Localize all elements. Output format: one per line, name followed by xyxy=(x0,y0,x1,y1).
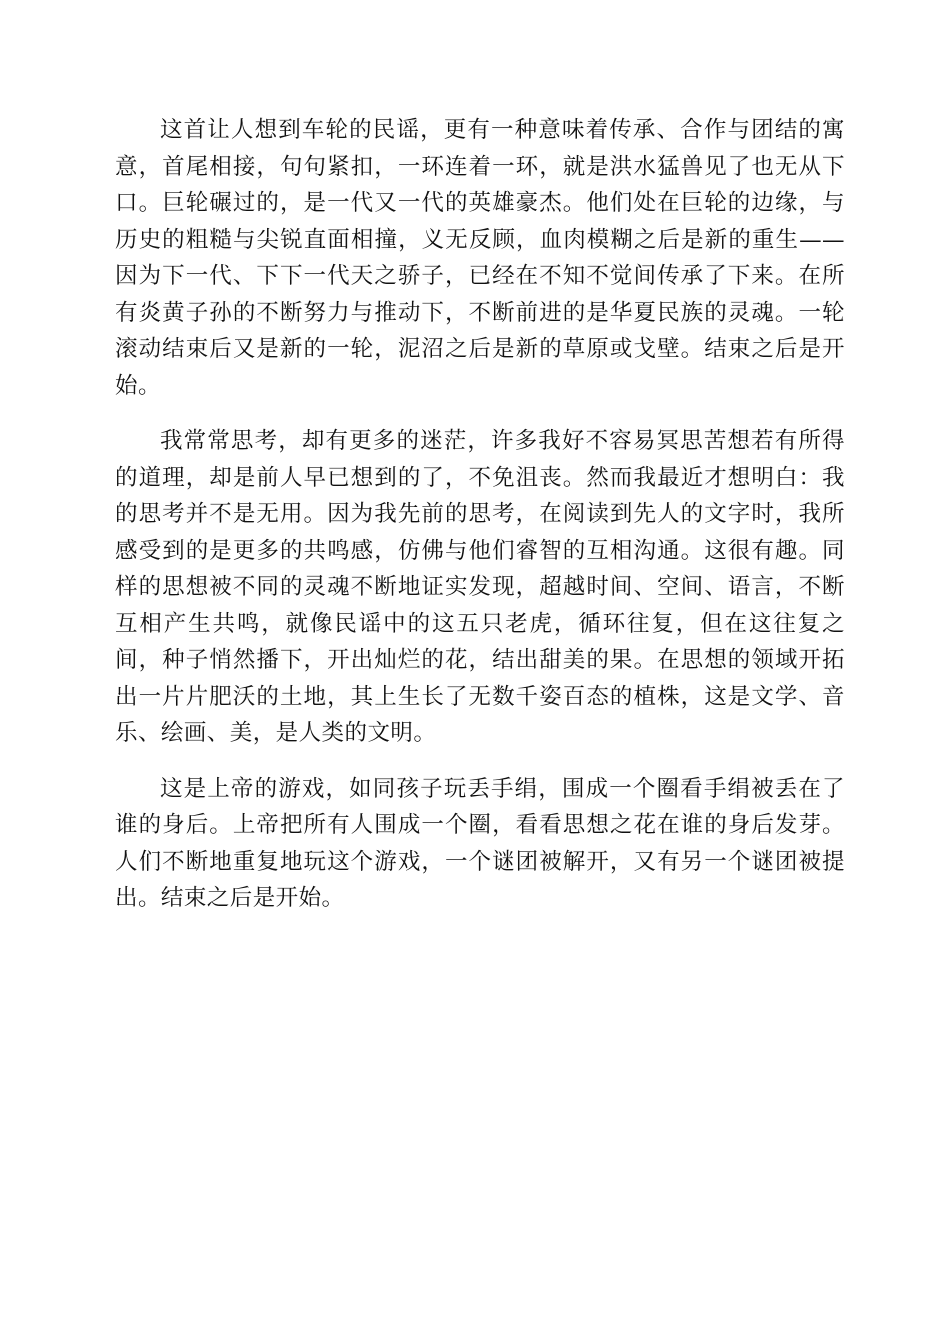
paragraph-1: 这首让人想到车轮的民谣，更有一种意味着传承、合作与团结的寓意，首尾相接，句句紧扣，一环连着一环，就是洪水猛兽见了也无从下口。巨轮碾过的，是一代又一代的英雄豪杰。他们处在巨轮的边缘，与历史的粗糙与尖锐直面相撞，义无反顾，血肉模糊之后是新的重生——因为下一代、下下一代天之骄子，已经在不知不觉间传承了下来。在所有炎黄子孙的不断努力与推动下，不断前进的是华夏民族的灵魂。一轮滚动结束后又是新的一轮，泥沼之后是新的草原或戈壁。结束之后是开始。 xyxy=(115,117,845,399)
paragraph-2: 我常常思考，却有更多的迷茫，许多我好不容易冥思苦想若有所得的道理，却是前人早已想到的了，不免沮丧。然而我最近才想明白：我的思考并不是无用。因为我先前的思考，在阅读到先人的文字时，我所感受到的是更多的共鸣感，仿佛与他们睿智的互相沟通。这很有趣。同样的思想被不同的灵魂不断地证实发现，超越时间、空间、语言，不断互相产生共鸣，就像民谣中的这五只老虎，循环往复，但在这往复之间，种子悄然播下，开出灿烂的花，结出甜美的果。在思想的领域开拓出一片片肥沃的土地，其上生长了无数千姿百态的植株，这是文学、音乐、绘画、美，是人类的文明。 xyxy=(115,428,845,746)
paragraph-3: 这是上帝的游戏，如同孩子玩丢手绢，围成一个圈看手绢被丢在了谁的身后。上帝把所有人围成一个圈，看看思想之花在谁的身后发芽。人们不断地重复地玩这个游戏，一个谜团被解开，又有另一个谜团被提出。结束之后是开始。 xyxy=(115,775,845,911)
document-body xyxy=(115,112,845,917)
